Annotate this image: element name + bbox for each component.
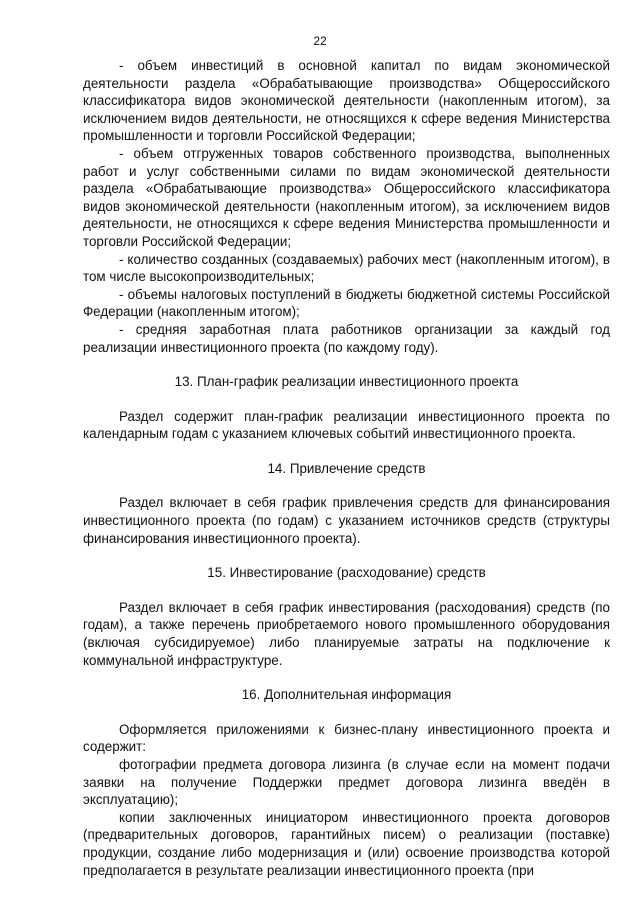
paragraph-average-salary: - средняя заработная плата работников организации за каждый год реализации инвестиционного проекта (по каждому году). xyxy=(83,321,610,355)
document-body xyxy=(83,57,610,879)
paragraph-jobs-created: - количество созданных (создаваемых) рабочих мест (накопленным итогом), в том числе высокопроизводительных; xyxy=(83,251,610,285)
section-heading-14: 14. Привлечение средств xyxy=(267,460,426,476)
section-heading-16: 16. Дополнительная информация xyxy=(241,687,452,703)
paragraph-section-16-intro: Оформляется приложениями к бизнес-плану инвестиционного проекта и содержит: xyxy=(83,721,610,755)
page-number: 22 xyxy=(313,34,327,48)
paragraph-investment-volume: - объем инвестиций в основной капитал по видам экономической деятельности раздела «Обрабатывающие производства» Общероссийского классификатора видов экономической деятельности (накопленным итогом), за исключением видов деятельности, не относящихся к сфере ведения Министерства промышленности и торговли Российской Федерации; xyxy=(83,58,610,144)
paragraph-tax-revenue: - объемы налоговых поступлений в бюджеты бюджетной системы Российской Федерации (накопленным итогом); xyxy=(83,286,610,320)
paragraph-leasing-photos: фотографии предмета договора лизинга (в случае если на момент подачи заявки на получение Поддержки предмет договора лизинга введён в эксплуатацию); xyxy=(83,757,610,808)
section-heading-15: 15. Инвестирование (расходование) средств xyxy=(207,565,486,581)
paragraph-section-13: Раздел содержит план-график реализации инвестиционного проекта по календарным годам с указанием ключевых событий инвестиционного проекта. xyxy=(83,408,610,442)
paragraph-section-14: Раздел включает в себя график привлечения средств для финансирования инвестиционного проекта (по годам) с указанием источников средств (структуры финансирования инвестиционного проекта). xyxy=(83,495,610,546)
paragraph-shipped-goods: - объем отгруженных товаров собственного производства, выполненных работ и услуг собственными силами по видам экономической деятельности раздела «Обрабатывающие производства» Общероссийского классификатора видов экономической деятельности (накопленным итогом), за исключением видов деятельности, не относящихся к сфере ведения Министерства промышленности и торговли Российской Федерации; xyxy=(83,145,610,249)
section-heading-13: 13. План-график реализации инвестиционного проекта xyxy=(174,374,519,390)
paragraph-contract-copies: копии заключенных инициатором инвестиционного проекта договоров (предварительных договоров, гарантийных писем) о реализации (поставке) продукции, создание либо модернизация и (или) освоение производства которой предполагается в результате реализации инвестиционного проекта (при xyxy=(83,809,610,878)
paragraph-section-15: Раздел включает в себя график инвестирования (расходования) средств (по годам), а также перечень приобретаемого нового промышленного оборудования (включая субсидируемое) либо планируемые затраты на подключение к коммунальной инфраструктуре. xyxy=(83,599,610,668)
